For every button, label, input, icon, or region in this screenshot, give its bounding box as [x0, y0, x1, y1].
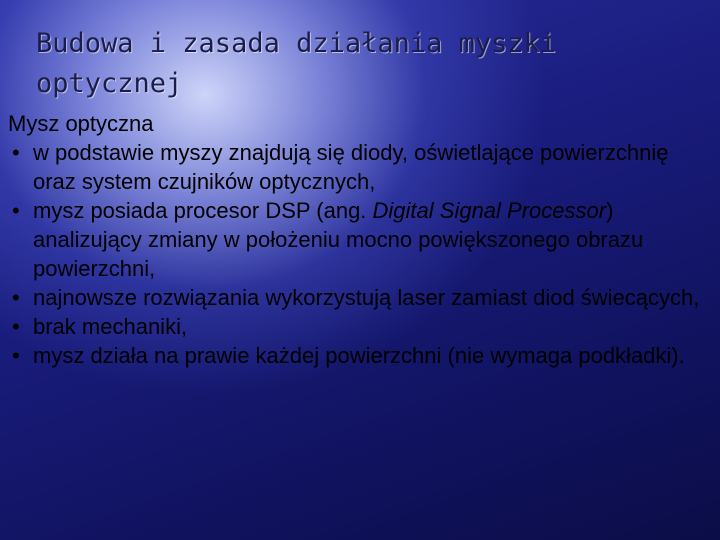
- slide-title: Budowa i zasada działania myszki optycznej: [36, 28, 557, 99]
- bullet-item-diodes: [8, 138, 708, 196]
- bullet-item-dsp: [8, 196, 708, 283]
- bullet-text: w podstawie myszy znajdują się diody, oświetlające powierzchnię oraz system czujników optycznych,: [33, 140, 669, 194]
- bullet-text-italic: Digital Signal Processor: [372, 198, 607, 223]
- bullet-text: brak mechaniki,: [33, 314, 188, 339]
- slide-subheading: Mysz optyczna: [8, 111, 154, 136]
- bullet-icon: •: [12, 314, 20, 339]
- bullet-item-laser: [8, 283, 708, 312]
- slide-content: [8, 109, 708, 370]
- bullet-icon: •: [12, 198, 20, 223]
- bullet-text: najnowsze rozwiązania wykorzystują laser zamiast diod świecących,: [33, 285, 700, 310]
- bullet-item-surface: [8, 341, 708, 370]
- bullet-text: ) analizujący zmiany w położeniu mocno powiększonego obrazu powierzchni,: [33, 198, 644, 281]
- bullet-item-mechanics: [8, 312, 708, 341]
- bullet-list: [8, 138, 708, 370]
- bullet-icon: •: [12, 140, 20, 165]
- bullet-icon: •: [12, 285, 20, 310]
- bullet-icon: •: [12, 343, 20, 368]
- bullet-text: mysz posiada procesor DSP (ang.: [33, 198, 373, 223]
- bullet-text: mysz działa na prawie każdej powierzchni (nie wymaga podkładki).: [33, 343, 685, 368]
